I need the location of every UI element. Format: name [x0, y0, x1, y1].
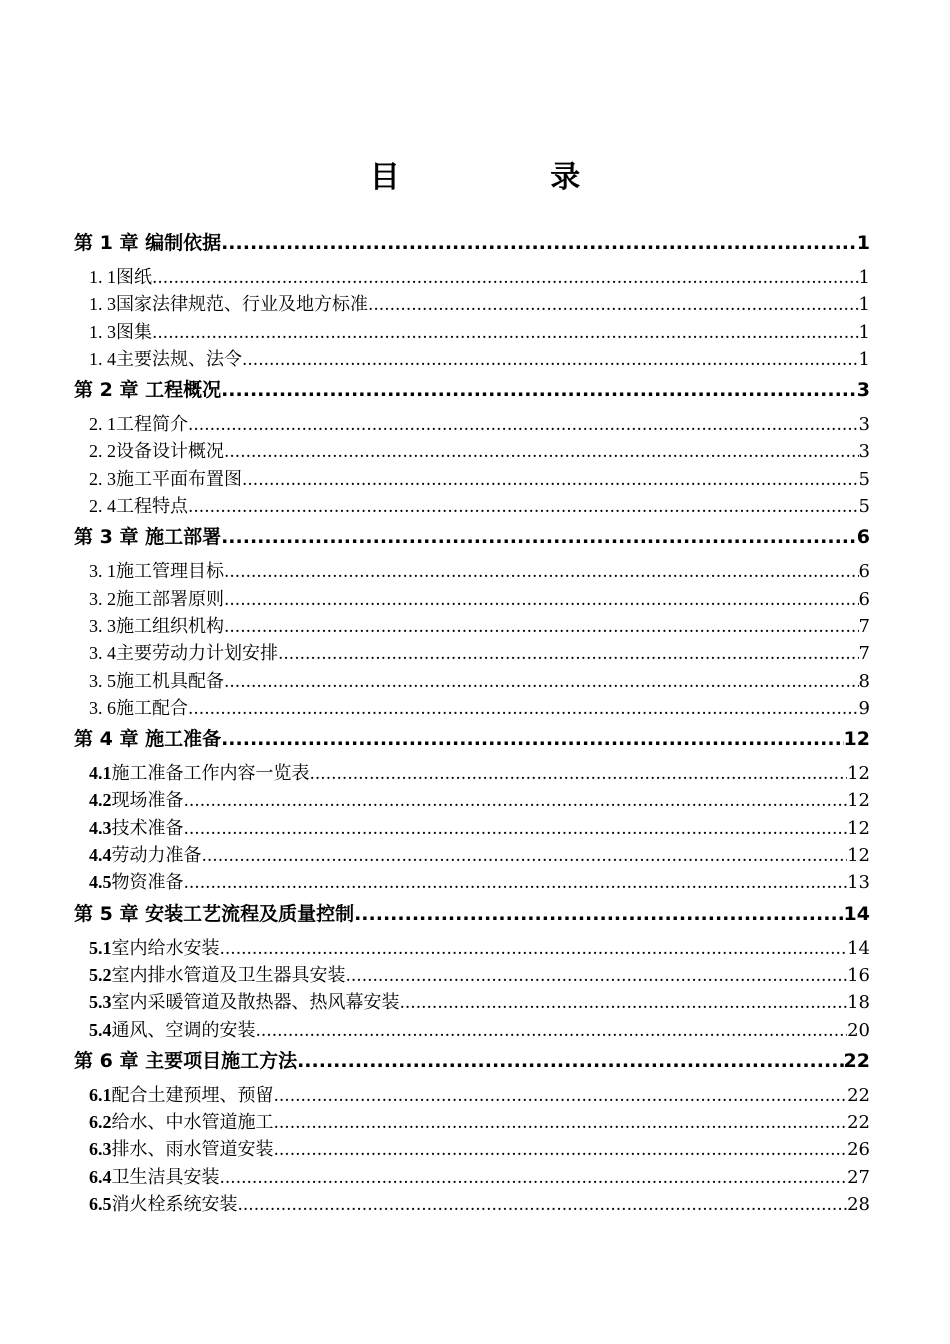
- toc-section-entry[interactable]: [74, 869, 870, 896]
- section-number: 6.3: [89, 1139, 112, 1160]
- section-label: [89, 1191, 238, 1218]
- section-title: 施工平面布置图: [116, 468, 242, 490]
- section-page-number: 6: [858, 588, 870, 610]
- dot-leader: [188, 696, 859, 722]
- toc-section-entry[interactable]: [74, 264, 870, 291]
- dot-leader: [184, 788, 848, 814]
- section-label: [89, 558, 224, 585]
- section-number: 2. 1: [89, 414, 116, 435]
- dot-leader: [221, 522, 857, 552]
- toc-section-entry[interactable]: [74, 586, 870, 613]
- section-page-number: 20: [847, 1019, 870, 1041]
- section-page-number: 28: [847, 1194, 870, 1216]
- toc-chapter-entry[interactable]: [74, 522, 870, 558]
- section-page-number: 18: [847, 992, 870, 1014]
- toc-chapter-entry[interactable]: [74, 375, 870, 411]
- dot-leader: [220, 936, 848, 962]
- chapter-label: 第 4 章 施工准备: [74, 728, 222, 751]
- section-number: 5.1: [89, 937, 112, 958]
- section-number: 3. 1: [89, 561, 116, 582]
- toc-section-entry[interactable]: [74, 319, 870, 346]
- section-label: [89, 346, 242, 373]
- section-number: 4.4: [89, 845, 112, 866]
- section-number: 5.4: [89, 1019, 112, 1040]
- section-title: 配合土建预埋、预留: [111, 1084, 274, 1106]
- section-title: 设备设计概况: [116, 441, 224, 463]
- section-number: 2. 4: [89, 496, 116, 517]
- section-label: [89, 1164, 220, 1191]
- section-number: 3. 6: [89, 697, 116, 718]
- dot-leader: [400, 990, 848, 1016]
- section-label: [89, 815, 184, 842]
- section-title: 室内给水安装: [111, 937, 220, 959]
- section-label: [89, 586, 224, 613]
- toc-title: 目 录: [369, 160, 651, 195]
- section-title: 劳动力准备: [111, 845, 202, 867]
- dot-leader: [152, 320, 859, 346]
- section-label: [89, 613, 224, 640]
- dot-leader: [221, 228, 857, 258]
- section-title: 图纸: [116, 267, 152, 288]
- dot-leader: [297, 1046, 843, 1076]
- dot-leader: [242, 347, 859, 373]
- toc-section-entry[interactable]: [74, 493, 870, 520]
- section-page-number: 3: [858, 414, 870, 436]
- section-page-number: 16: [847, 964, 870, 986]
- chapter-page-number: 14: [843, 902, 870, 925]
- dot-leader: [274, 1110, 848, 1136]
- section-number: 1. 3: [89, 321, 116, 342]
- section-title: 技术准备: [111, 817, 184, 839]
- chapter-page-number: 22: [843, 1049, 870, 1072]
- section-number: 2. 3: [89, 468, 116, 489]
- toc-chapter-entry[interactable]: [74, 1046, 870, 1082]
- section-title: 排水、雨水管道安装: [111, 1139, 274, 1161]
- toc-section-entry[interactable]: [74, 935, 870, 962]
- dot-leader: [202, 843, 848, 869]
- section-number: 3. 3: [89, 615, 116, 636]
- dot-leader: [224, 587, 859, 613]
- dot-leader: [152, 265, 859, 291]
- section-title: 施工准备工作内容一览表: [111, 763, 310, 785]
- section-number: 5.3: [89, 992, 112, 1013]
- section-page-number: 3: [858, 441, 870, 463]
- section-label: [89, 493, 188, 520]
- section-number: 2. 2: [89, 441, 116, 462]
- section-page-number: 7: [858, 643, 870, 665]
- section-label: [89, 438, 224, 465]
- section-page-number: 26: [847, 1139, 870, 1161]
- toc-chapter-entry[interactable]: [74, 724, 870, 760]
- toc-section-entry[interactable]: [74, 558, 870, 585]
- dot-leader: [221, 375, 857, 405]
- toc-section-entry[interactable]: [74, 1136, 870, 1163]
- section-label: [89, 668, 224, 695]
- toc-section-entry[interactable]: [74, 668, 870, 695]
- dot-leader: [220, 1165, 848, 1191]
- section-number: 6.5: [89, 1194, 112, 1215]
- toc-section-entry[interactable]: [74, 346, 870, 373]
- section-label: [89, 962, 346, 989]
- toc-chapter-entry[interactable]: [74, 899, 870, 935]
- section-number: 4.5: [89, 872, 112, 893]
- section-page-number: 22: [847, 1084, 870, 1106]
- section-label: [89, 319, 152, 346]
- section-title: 消火栓系统安装: [111, 1194, 238, 1216]
- section-page-number: 5: [858, 468, 870, 490]
- dot-leader: [274, 1137, 848, 1163]
- toc-section-entry[interactable]: [74, 291, 870, 318]
- section-label: [89, 935, 220, 962]
- section-page-number: 5: [858, 496, 870, 518]
- section-title: 室内采暖管道及散热器、热风幕安装: [111, 992, 400, 1014]
- dot-leader: [242, 467, 859, 493]
- section-number: 4.2: [89, 790, 112, 811]
- section-label: [89, 989, 400, 1016]
- toc-section-entry[interactable]: [74, 438, 870, 465]
- dot-leader: [346, 963, 848, 989]
- dot-leader: [368, 292, 859, 318]
- section-number: 6.4: [89, 1166, 112, 1187]
- section-number: 3. 5: [89, 670, 116, 691]
- section-number: 3. 2: [89, 588, 116, 609]
- section-page-number: 1: [858, 267, 870, 288]
- section-title: 工程简介: [116, 414, 188, 436]
- dot-leader: [184, 870, 848, 896]
- section-number: 4.1: [89, 763, 112, 784]
- section-title: 施工组织机构: [116, 615, 224, 637]
- toc-section-entry[interactable]: [74, 695, 870, 722]
- section-label: [89, 1136, 274, 1163]
- section-number: 1. 1: [89, 267, 116, 287]
- toc-section-entry[interactable]: [74, 962, 870, 989]
- section-label: [89, 787, 184, 814]
- dot-leader: [278, 641, 859, 667]
- dot-leader: [274, 1083, 848, 1109]
- dot-leader: [224, 614, 859, 640]
- chapter-label: 第 5 章 安装工艺流程及质量控制: [74, 902, 355, 925]
- section-page-number: 12: [847, 763, 870, 785]
- section-page-number: 12: [847, 845, 870, 867]
- section-label: [89, 1017, 256, 1044]
- section-title: 国家法律规范、行业及地方标准: [116, 294, 368, 316]
- dot-leader: [238, 1192, 848, 1218]
- section-page-number: 13: [847, 872, 870, 894]
- table-of-contents: [74, 226, 870, 1218]
- toc-section-entry[interactable]: [74, 989, 870, 1016]
- toc-section-entry[interactable]: [74, 760, 870, 787]
- section-title: 主要法规、法令: [116, 348, 242, 370]
- toc-section-entry[interactable]: [74, 787, 870, 814]
- section-number: 4.3: [89, 817, 112, 838]
- section-title: 物资准备: [111, 872, 184, 894]
- section-label: [89, 695, 188, 722]
- section-page-number: 12: [847, 817, 870, 839]
- dot-leader: [188, 412, 859, 438]
- dot-leader: [354, 899, 843, 929]
- section-label: [89, 264, 152, 291]
- section-label: [89, 411, 188, 438]
- section-label: [89, 842, 202, 869]
- section-page-number: 1: [858, 321, 870, 343]
- section-title: 卫生洁具安装: [111, 1166, 220, 1188]
- section-number: 3. 4: [89, 643, 116, 664]
- section-label: [89, 1109, 274, 1136]
- section-page-number: 22: [847, 1112, 870, 1134]
- chapter-label: 第 6 章 主要项目施工方法: [74, 1049, 298, 1072]
- section-title: 施工机具配备: [116, 670, 224, 692]
- toc-section-entry[interactable]: [74, 1164, 870, 1191]
- toc-section-entry[interactable]: [74, 640, 870, 667]
- section-page-number: 14: [847, 937, 870, 959]
- section-number: 1. 4: [89, 348, 116, 369]
- dot-leader: [224, 669, 859, 695]
- section-number: 5.2: [89, 964, 112, 985]
- section-label: [89, 640, 278, 667]
- toc-section-entry[interactable]: [74, 466, 870, 493]
- toc-section-entry[interactable]: [74, 1109, 870, 1136]
- section-title: 现场准备: [111, 790, 184, 812]
- toc-section-entry[interactable]: [74, 1017, 870, 1044]
- section-number: 6.2: [89, 1112, 112, 1133]
- section-label: [89, 869, 184, 896]
- dot-leader: [184, 816, 848, 842]
- chapter-label: 第 3 章 施工部署: [74, 526, 222, 549]
- section-title: 施工配合: [116, 697, 188, 719]
- section-title: 给水、中水管道施工: [111, 1112, 274, 1134]
- section-page-number: 1: [858, 294, 870, 316]
- section-page-number: 7: [858, 615, 870, 637]
- dot-leader: [224, 439, 859, 465]
- section-label: [89, 1082, 274, 1109]
- toc-section-entry[interactable]: [74, 815, 870, 842]
- chapter-page-number: 1: [856, 232, 870, 254]
- section-number: 6.1: [89, 1084, 112, 1105]
- chapter-label: 第 2 章 工程概况: [74, 379, 222, 402]
- section-title: 工程特点: [116, 496, 188, 518]
- toc-section-entry[interactable]: [74, 1082, 870, 1109]
- section-label: [89, 291, 368, 318]
- section-page-number: 27: [847, 1166, 870, 1188]
- dot-leader: [224, 559, 859, 585]
- dot-leader: [188, 494, 859, 520]
- dot-leader: [221, 724, 843, 754]
- section-page-number: 9: [858, 697, 870, 719]
- section-title: 图集: [116, 321, 152, 343]
- section-label: [89, 760, 310, 787]
- section-title: 通风、空调的安装: [111, 1019, 256, 1041]
- toc-chapter-entry[interactable]: [74, 228, 870, 264]
- section-page-number: 12: [847, 790, 870, 812]
- toc-section-entry[interactable]: [74, 842, 870, 869]
- section-title: 施工部署原则: [116, 588, 224, 610]
- section-number: 1. 3: [89, 294, 116, 315]
- section-title: 室内排水管道及卫生器具安装: [111, 964, 346, 986]
- section-page-number: 6: [858, 561, 870, 583]
- section-page-number: 1: [858, 348, 870, 370]
- toc-section-entry[interactable]: [74, 411, 870, 438]
- chapter-label: 第 1 章 编制依据: [74, 232, 222, 254]
- section-page-number: 8: [858, 670, 870, 692]
- section-label: [89, 466, 242, 493]
- chapter-page-number: 3: [856, 379, 870, 402]
- chapter-page-number: 6: [856, 526, 870, 549]
- toc-section-entry[interactable]: [74, 613, 870, 640]
- toc-section-entry[interactable]: [74, 1191, 870, 1218]
- section-title: 施工管理目标: [116, 561, 224, 583]
- dot-leader: [256, 1018, 848, 1044]
- dot-leader: [310, 761, 848, 787]
- chapter-page-number: 12: [843, 728, 870, 751]
- section-title: 主要劳动力计划安排: [116, 643, 278, 665]
